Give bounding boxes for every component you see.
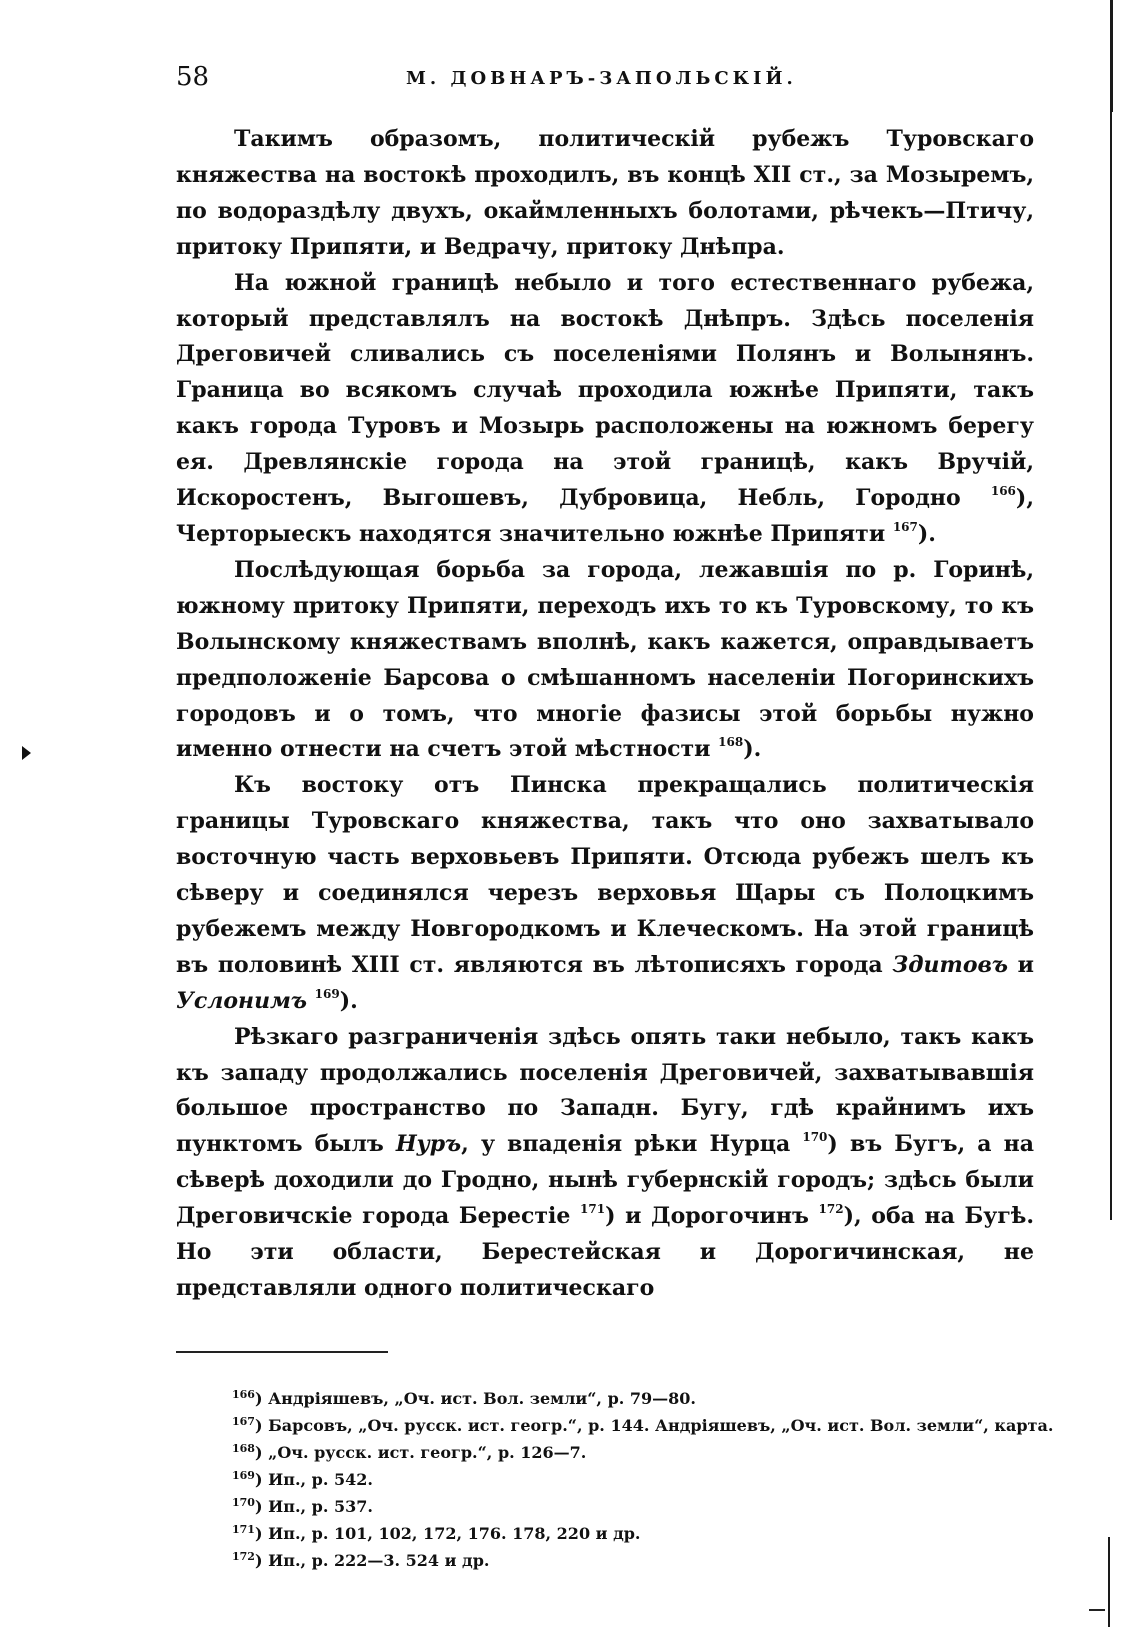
footnote: $^{168}$) „Оч. русск. ист. геогр.“, p. 126—7. <box>232 1441 587 1462</box>
paragraph-5: Рѣзкаго разграниченія здѣсь опять таки небыло, такъ какъ къ западу продолжались поселенія Дреговичей, захватывавшія большое пространство по Западн. Бугу, гдѣ крайнимъ ихъ пунктомъ былъ Нуръ, у впаденія рѣки Нурца $^{170}$) въ Бугъ, а на сѣверѣ доходили до Гродно, нынѣ губернскій городъ; здѣсь были Дреговичскіе города Берестіе $^{171}$) и Дорогочинъ $^{172}$), оба на Бугѣ. Но эти области, Берестейская и Дорогичинская, не представляли одного политическаго <box>176 1023 1034 1301</box>
footnote-ref[interactable]: 167 <box>892 519 918 534</box>
footnotes <box>232 1385 1054 1574</box>
footnote-ref[interactable]: 171 <box>580 1202 606 1217</box>
body-text <box>176 122 1034 1307</box>
running-head <box>176 62 1034 102</box>
place-name: Нуръ <box>395 1131 462 1158</box>
footnote-ref[interactable]: 170 <box>802 1130 828 1145</box>
paragraph-4: Къ востоку отъ Пинска прекращались политическія границы Туровскаго княжества, такъ что оно захватывало восточную часть верховьевъ Припяти. Отсюда рубежъ шелъ къ сѣверу и соединялся черезъ верховья Щары съ Полоцкимъ рубежемъ между Новгородкомъ и Клеческомъ. На этой границѣ въ половинѣ XIII ст. являются въ лѣтописяхъ города Здитовъ и Услонимъ $^{169}$). <box>176 772 1034 1014</box>
footnote-rule <box>176 1351 388 1353</box>
footnote-number: 169 <box>232 1468 255 1482</box>
footnote: $^{169}$) Ип., p. 542. <box>232 1468 373 1489</box>
paragraph-3: Послѣдующая борьба за города, лежавшія по р. Горинѣ, южному притоку Припяти, переходъ ихъ то къ Туровскому, то къ Волынскому княжествамъ вполнѣ, какъ кажется, оправдываетъ предположеніе Барсова о смѣшанномъ населеніи Погоринскихъ городовъ и о томъ, что многіе фазисы этой борьбы нужно именно отнести на счетъ этой мѣстности $^{168}$). <box>176 556 1034 763</box>
footnote-ref[interactable]: 169 <box>314 986 340 1001</box>
footnote: $^{170}$) Ип., p. 537. <box>232 1495 373 1516</box>
footnote-number: 168 <box>232 1441 255 1455</box>
footnote: $^{166}$) Андріяшевъ, „Оч. ист. Вол. земли“, p. 79—80. <box>232 1387 696 1408</box>
book-page <box>176 62 1054 1574</box>
footnote: $^{172}$) Ип., p. 222—3. 524 и др. <box>232 1549 490 1570</box>
place-name: Услонимъ <box>176 987 307 1014</box>
footnote-number: 170 <box>232 1495 255 1509</box>
footnote: $^{171}$) Ип., p. 101, 102, 172, 176. 178, 220 и др. <box>232 1522 641 1543</box>
footnote-number: 171 <box>232 1522 255 1536</box>
footnote: $^{167}$) Барсовъ, „Оч. русск. ист. геогр.“, p. 144. Андріяшевъ, „Оч. ист. Вол. земли“, карта. <box>232 1414 1054 1435</box>
footnote-ref[interactable]: 172 <box>818 1202 844 1217</box>
place-name: Здитовъ <box>892 951 1008 978</box>
page-number: 58 <box>176 62 210 92</box>
footnote-number: 166 <box>232 1387 255 1401</box>
page-edge-top <box>1110 0 1113 112</box>
corner-mark <box>1089 1609 1105 1611</box>
footnote-ref[interactable]: 168 <box>718 735 744 750</box>
footnote-number: 167 <box>232 1414 255 1428</box>
paragraph-2: На южной границѣ небыло и того естественнаго рубежа, который представлялъ на востокѣ Днѣпръ. Здѣсь поселенія Дреговичей сливались съ поселеніями Полянъ и Волынянъ. Граница во всякомъ случаѣ проходила южнѣе Припяти, такъ какъ города Туровъ и Мозырь расположены на южномъ берегу ея. Древлянскіе города на этой границѣ, какъ Вручій, Искоростенъ, Выгошевъ, Дубровица, Небль, Городно $^{166}$), Черторыескъ находятся значительно южнѣе Припяти $^{167}$). <box>176 269 1034 547</box>
footnote-number: 172 <box>232 1549 255 1563</box>
footnote-ref[interactable]: 166 <box>990 484 1016 499</box>
page-edge-middle <box>1110 112 1112 1220</box>
margin-mark <box>22 746 31 760</box>
paragraph-1: Такимъ образомъ, политическій рубежъ Туровскаго княжества на востокѣ проходилъ, въ концѣ XII ст., за Мозыремъ, по водораздѣлу двухъ, окаймленныхъ болотами, рѣчекъ—Птичу, притоку Припяти, и Ведрачу, притоку Днѣпра. <box>176 126 1034 260</box>
running-head-author: М. ДОВНАРЪ-ЗАПОЛЬСКІЙ. <box>406 68 797 89</box>
page-edge-bottom <box>1108 1537 1110 1627</box>
